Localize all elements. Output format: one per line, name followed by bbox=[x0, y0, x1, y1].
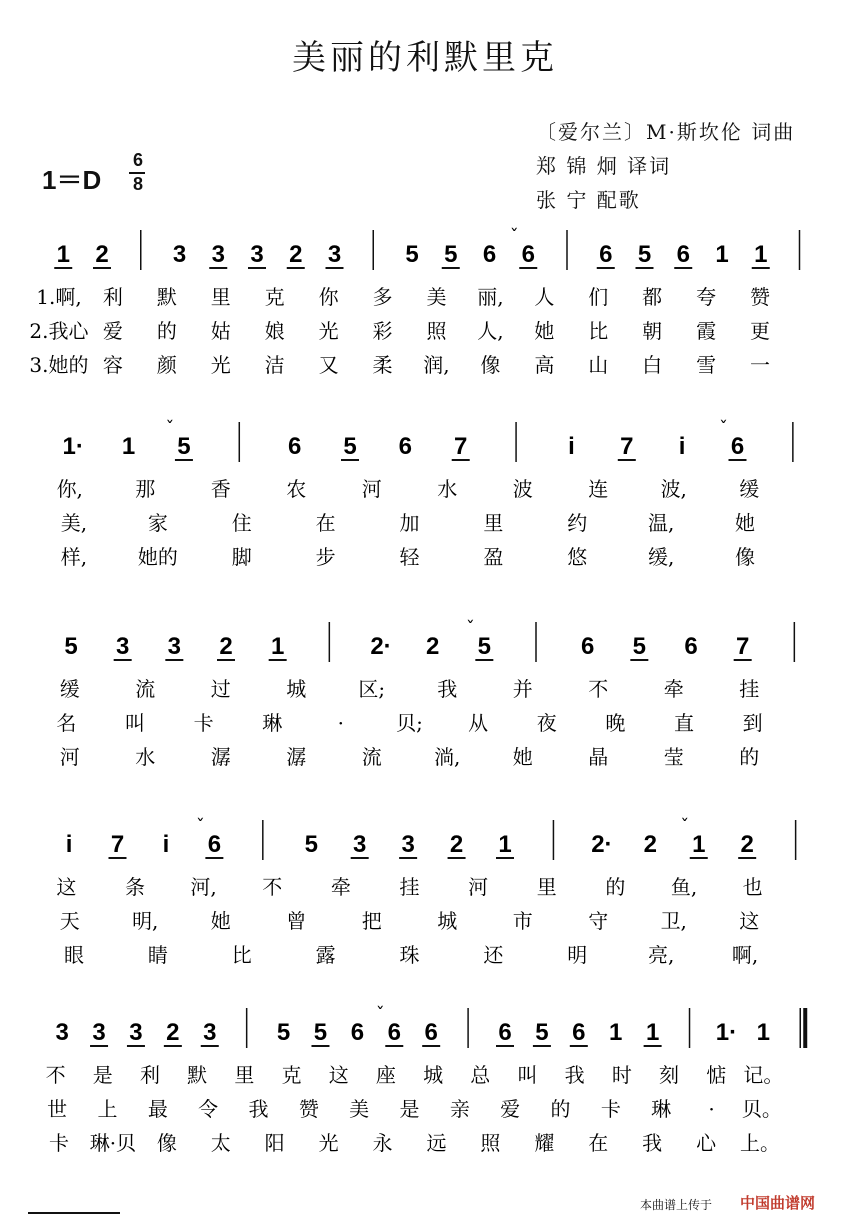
lyric-syllable: 令 bbox=[198, 1097, 219, 1121]
breath-mark: ˇ bbox=[375, 1004, 385, 1025]
note: 3 bbox=[211, 241, 225, 268]
lyric-syllable: 在 bbox=[315, 511, 336, 535]
credit-arranger: 张 宁 配歌 bbox=[536, 188, 641, 212]
note: 6 bbox=[207, 831, 222, 858]
lyric-syllable: 照 bbox=[426, 319, 447, 343]
lyric-syllable: 样, bbox=[60, 545, 88, 569]
lyric-syllable: 们 bbox=[588, 285, 609, 309]
note: 2 bbox=[449, 831, 464, 858]
note: 1 bbox=[692, 831, 706, 858]
lyric-syllable: 叫 bbox=[517, 1063, 538, 1087]
lyric-syllable: 明, bbox=[132, 909, 159, 933]
lyric-syllable: 座 bbox=[375, 1063, 396, 1087]
lyric-syllable: 我 bbox=[642, 1131, 663, 1155]
lyric-syllable: 晶 bbox=[588, 745, 609, 769]
note: 2 bbox=[166, 1019, 180, 1046]
note: 7 bbox=[620, 433, 634, 460]
lyric-syllable: 琳 bbox=[262, 711, 283, 735]
lyric-syllable: 潺 bbox=[210, 745, 231, 769]
lyric-syllable: 还 bbox=[483, 943, 504, 967]
note: 5 bbox=[343, 433, 357, 460]
lyric-syllable: 条 bbox=[124, 875, 145, 899]
lyric-syllable: 远 bbox=[426, 1131, 447, 1155]
lyric-syllable: 卡 bbox=[600, 1097, 621, 1121]
lyric-syllable: 琳 bbox=[651, 1097, 672, 1121]
lyric-syllable: 卡 bbox=[48, 1131, 69, 1155]
lyric-syllable: 阳 bbox=[264, 1131, 285, 1155]
note: 6 bbox=[398, 433, 413, 460]
note: 6 bbox=[676, 241, 690, 268]
lyric-syllable: 惦 bbox=[706, 1063, 727, 1087]
lyric-syllable: 城 bbox=[423, 1063, 444, 1087]
note: 5 bbox=[632, 633, 647, 660]
lyric-syllable: 世 bbox=[47, 1097, 68, 1121]
note: 1· bbox=[715, 1019, 738, 1046]
lyric-syllable: 卡 bbox=[193, 711, 214, 735]
lyric-syllable: 爱 bbox=[102, 319, 123, 343]
lyric-syllable: 城 bbox=[286, 677, 307, 701]
lyric-syllable: 温, bbox=[647, 511, 675, 535]
lyric-syllable: 河 bbox=[59, 745, 80, 769]
note: 2· bbox=[370, 633, 392, 660]
lyric-syllable: 是 bbox=[92, 1063, 113, 1087]
lyric-syllable: 里 bbox=[483, 511, 504, 535]
lyric-syllable: 3.她的 bbox=[29, 353, 89, 377]
note: 6 bbox=[498, 1019, 512, 1046]
note: 2 bbox=[289, 241, 303, 268]
lyric-syllable: 更 bbox=[750, 319, 771, 343]
lyric-syllable: 河 bbox=[361, 477, 382, 501]
lyric-syllable: 雪 bbox=[696, 353, 717, 377]
note: 1 bbox=[645, 1019, 660, 1046]
breath-mark: ˇ bbox=[465, 618, 475, 639]
note: 3 bbox=[250, 241, 264, 268]
lyric-syllable: 心 bbox=[696, 1131, 717, 1155]
lyric-syllable: 卫, bbox=[660, 909, 687, 933]
lyric-syllable: 那 bbox=[135, 477, 156, 501]
note: 2· bbox=[591, 831, 613, 858]
lyric-syllable: 颜 bbox=[156, 353, 177, 377]
note: 3 bbox=[353, 831, 367, 858]
note: 6 bbox=[730, 433, 745, 460]
lyric-syllable: 市 bbox=[512, 909, 533, 933]
lyric-syllable: 像 bbox=[735, 545, 756, 569]
lyric-syllable: 贝。 bbox=[741, 1097, 782, 1121]
lyric-syllable: 朝 bbox=[642, 319, 663, 343]
breath-mark: ˇ bbox=[719, 418, 728, 439]
lyric-syllable: 挂 bbox=[399, 875, 420, 899]
lyric-syllable: 亮, bbox=[647, 943, 675, 967]
note: 3 bbox=[327, 241, 342, 268]
lyric-syllable: 光 bbox=[318, 1131, 339, 1155]
lyric-syllable: 又 bbox=[318, 353, 339, 377]
note: 3 bbox=[172, 241, 187, 268]
lyric-syllable: 加 bbox=[399, 511, 420, 535]
lyric-syllable: 光 bbox=[318, 319, 339, 343]
lyric-syllable: 里 bbox=[210, 285, 231, 309]
lyric-syllable: 曾 bbox=[286, 909, 307, 933]
note: 6 bbox=[287, 433, 302, 460]
lyric-syllable: 比 bbox=[588, 319, 609, 343]
lyric-syllable: 轻 bbox=[399, 545, 420, 569]
lyric-syllable: 流 bbox=[135, 677, 156, 701]
lyric-syllable: 波, bbox=[660, 477, 687, 501]
lyric-syllable: 约 bbox=[567, 511, 588, 535]
lyric-syllable: 睛 bbox=[147, 943, 168, 967]
lyric-syllable: 眼 bbox=[63, 943, 84, 967]
lyric-syllable: 不 bbox=[588, 677, 609, 701]
note: 3 bbox=[55, 1019, 69, 1046]
note: 1 bbox=[498, 831, 512, 858]
lyric-syllable: 莹 bbox=[663, 745, 684, 769]
note: 3 bbox=[115, 633, 130, 660]
lyric-syllable: 的 bbox=[605, 875, 626, 899]
lyric-syllable: 她 bbox=[735, 511, 756, 535]
note: 6 bbox=[580, 633, 595, 660]
lyric-syllable: 她 bbox=[512, 745, 533, 769]
lyric-syllable: 农 bbox=[286, 477, 307, 501]
lyric-syllable: 照 bbox=[480, 1131, 501, 1155]
lyric-syllable: 比 bbox=[231, 943, 252, 967]
lyric-syllable: 名 bbox=[56, 711, 77, 735]
lyric-syllable: 的 bbox=[739, 745, 760, 769]
lyric-syllable: 到 bbox=[742, 711, 763, 735]
lyric-syllable: 永 bbox=[372, 1131, 393, 1155]
lyric-syllable: 牵 bbox=[330, 875, 351, 899]
lyric-syllable: 最 bbox=[147, 1097, 168, 1121]
lyric-syllable: 她 bbox=[534, 319, 555, 343]
lyric-syllable: 克 bbox=[264, 285, 285, 309]
lyric-syllable: 总 bbox=[470, 1063, 491, 1087]
breath-mark: ˇ bbox=[195, 816, 205, 837]
lyric-syllable: 山 bbox=[588, 353, 609, 377]
footer-upload-text: 本曲谱上传于 bbox=[640, 1198, 713, 1212]
note: 5 bbox=[304, 831, 318, 858]
note: 1· bbox=[62, 433, 84, 460]
lyric-syllable: 克 bbox=[281, 1063, 302, 1087]
lyric-syllable: 上 bbox=[97, 1097, 118, 1121]
lyric-syllable: 天 bbox=[59, 909, 80, 933]
lyric-syllable: 缓, bbox=[647, 545, 675, 569]
note: 6 bbox=[572, 1019, 586, 1046]
lyric-syllable: 娘 bbox=[264, 319, 285, 343]
note: 2 bbox=[740, 831, 754, 858]
lyric-syllable: 润, bbox=[423, 353, 450, 377]
lyric-syllable: 光 bbox=[210, 353, 231, 377]
note: 2 bbox=[95, 241, 109, 268]
lyric-syllable: 香 bbox=[210, 477, 231, 501]
lyric-syllable: 不 bbox=[45, 1063, 66, 1087]
lyric-syllable: 从 bbox=[468, 711, 489, 735]
lyric-syllable: 水 bbox=[135, 745, 156, 769]
note: 6 bbox=[521, 241, 535, 268]
note: 5 bbox=[276, 1019, 291, 1046]
footer-rule bbox=[28, 1212, 120, 1214]
note: 7 bbox=[735, 633, 750, 660]
lyric-syllable: 明 bbox=[567, 943, 588, 967]
lyric-syllable: 脚 bbox=[231, 545, 252, 569]
lyric-syllable: 彩 bbox=[372, 319, 393, 343]
lyric-syllable: 记。 bbox=[743, 1063, 784, 1087]
lyric-syllable: 2.我心 bbox=[29, 319, 89, 343]
lyric-syllable: 美 bbox=[426, 285, 447, 309]
lyric-syllable: 我 bbox=[564, 1063, 585, 1087]
credit-translator: 郑 锦 炯 译词 bbox=[536, 154, 672, 178]
lyric-syllable: 这 bbox=[56, 875, 77, 899]
lyric-syllable: 流 bbox=[361, 745, 382, 769]
lyric-syllable: 这 bbox=[739, 909, 760, 933]
lyric-syllable: 把 bbox=[361, 909, 382, 933]
note: 5 bbox=[444, 241, 458, 268]
lyric-syllable: 里 bbox=[536, 875, 557, 899]
lyric-syllable: 贝; bbox=[396, 711, 423, 735]
note: 5 bbox=[535, 1019, 549, 1046]
lyric-syllable: 并 bbox=[512, 677, 533, 701]
key-signature: 1＝D bbox=[42, 165, 102, 195]
lyric-syllable: 晚 bbox=[605, 711, 626, 735]
note: 2 bbox=[643, 831, 657, 858]
lyric-syllable: 水 bbox=[437, 477, 458, 501]
lyric-syllable: 家 bbox=[147, 511, 168, 535]
lyric-syllable: 人 bbox=[534, 285, 555, 309]
note: 6 bbox=[387, 1019, 401, 1046]
footer-brand: 中国曲谱网 bbox=[740, 1194, 816, 1212]
breath-mark: ˇ bbox=[165, 418, 175, 439]
note: 3 bbox=[129, 1019, 143, 1046]
note: 5 bbox=[177, 433, 191, 460]
lyric-syllable: 柔 bbox=[372, 353, 393, 377]
lyric-syllable: 波 bbox=[512, 477, 533, 501]
lyric-syllable: 是 bbox=[399, 1097, 420, 1121]
note: 1 bbox=[715, 241, 729, 268]
lyric-syllable: 上。 bbox=[740, 1131, 781, 1155]
lyric-syllable: 人, bbox=[477, 319, 504, 343]
note: 3 bbox=[401, 831, 415, 858]
lyric-syllable: 默 bbox=[187, 1063, 208, 1087]
note: 3 bbox=[203, 1019, 217, 1046]
lyric-syllable: 她的 bbox=[137, 545, 178, 569]
lyric-syllable: 潺 bbox=[286, 745, 307, 769]
lyric-syllable: 里 bbox=[234, 1063, 255, 1087]
lyric-syllable: 利 bbox=[102, 285, 123, 309]
lyric-syllable: 容 bbox=[102, 353, 123, 377]
lyric-syllable: 珠 bbox=[399, 943, 420, 967]
note: 6 bbox=[684, 633, 698, 660]
breath-mark: ˇ bbox=[680, 816, 690, 837]
lyric-syllable: 也 bbox=[742, 875, 763, 899]
note: 1 bbox=[754, 241, 768, 268]
lyric-syllable: 像 bbox=[480, 353, 501, 377]
lyric-syllable: 赞 bbox=[298, 1097, 319, 1121]
note: 1 bbox=[756, 1019, 771, 1046]
lyric-syllable: 这 bbox=[328, 1063, 349, 1087]
lyric-syllable: 我 bbox=[248, 1097, 269, 1121]
note: 2 bbox=[425, 633, 440, 660]
lyric-syllable: 河, bbox=[190, 875, 217, 899]
lyric-syllable: · bbox=[337, 711, 345, 735]
lyric-syllable: 时 bbox=[611, 1063, 632, 1087]
lyric-syllable: 一 bbox=[750, 353, 771, 377]
note: 3 bbox=[92, 1019, 106, 1046]
note: 1 bbox=[609, 1019, 623, 1046]
note: 7 bbox=[110, 831, 125, 858]
lyric-syllable: 我 bbox=[437, 677, 458, 701]
lyric-syllable: 刻 bbox=[659, 1063, 680, 1087]
lyric-syllable: 在 bbox=[588, 1131, 609, 1155]
note: 6 bbox=[482, 241, 497, 268]
note: 5 bbox=[477, 633, 492, 660]
note: 5 bbox=[313, 1019, 328, 1046]
lyric-syllable: 白 bbox=[642, 353, 663, 377]
lyric-syllable: 都 bbox=[642, 285, 663, 309]
note: 5 bbox=[64, 633, 78, 660]
note: 1 bbox=[270, 633, 285, 660]
lyric-syllable: 缓 bbox=[59, 677, 80, 701]
lyric-syllable: 盈 bbox=[483, 545, 504, 569]
lyric-syllable: 爱 bbox=[500, 1097, 521, 1121]
lyric-syllable: 姑 bbox=[210, 319, 231, 343]
lyric-syllable: 像 bbox=[156, 1131, 177, 1155]
lyric-syllable: 亲 bbox=[449, 1097, 470, 1121]
lyric-syllable: 牵 bbox=[663, 677, 684, 701]
lyric-syllable: 鱼, bbox=[670, 875, 698, 899]
lyric-syllable: 悠 bbox=[567, 545, 588, 569]
lyric-syllable: 夸 bbox=[696, 285, 717, 309]
time-signature-bottom: 8 bbox=[133, 174, 144, 194]
lyric-syllable: 洁 bbox=[264, 353, 285, 377]
lyric-syllable: 挂 bbox=[739, 677, 760, 701]
note: 1 bbox=[56, 241, 70, 268]
lyric-syllable: 赞 bbox=[750, 285, 771, 309]
note: 5 bbox=[405, 241, 419, 268]
lyric-syllable: 的 bbox=[156, 319, 177, 343]
lyric-syllable: 高 bbox=[534, 353, 555, 377]
lyric-syllable: · bbox=[708, 1097, 715, 1121]
note: 6 bbox=[424, 1019, 438, 1046]
lyric-syllable: 过 bbox=[210, 677, 231, 701]
note: 5 bbox=[637, 241, 652, 268]
lyric-syllable: 她 bbox=[210, 909, 231, 933]
lyric-syllable: 丽, bbox=[477, 285, 504, 309]
lyric-syllable: 耀 bbox=[534, 1131, 555, 1155]
note: 2 bbox=[219, 633, 233, 660]
lyric-syllable: 的 bbox=[550, 1097, 571, 1121]
lyric-syllable: 美, bbox=[60, 511, 88, 535]
lyric-syllable: 区; bbox=[358, 677, 386, 701]
breath-mark: ˇ bbox=[509, 226, 519, 247]
lyric-syllable: 河 bbox=[468, 875, 489, 899]
lyric-syllable: 守 bbox=[588, 909, 609, 933]
note: i bbox=[678, 433, 686, 460]
lyric-syllable: 1.啊, bbox=[36, 285, 82, 309]
credit-composer: 〔爱尔兰〕M·斯坎伦 词曲 bbox=[536, 120, 796, 144]
lyric-syllable: 直 bbox=[674, 711, 695, 735]
lyric-syllable: 露 bbox=[315, 943, 336, 967]
note: 1 bbox=[121, 433, 136, 460]
lyric-syllable: 霞 bbox=[696, 319, 717, 343]
lyric-syllable: 琳·贝 bbox=[89, 1131, 137, 1155]
note: i bbox=[568, 433, 575, 460]
note: 6 bbox=[350, 1019, 365, 1046]
lyric-syllable: 淌, bbox=[434, 745, 461, 769]
note: 6 bbox=[599, 241, 613, 268]
lyric-syllable: 你 bbox=[318, 285, 339, 309]
lyric-syllable: 缓 bbox=[739, 477, 760, 501]
note: 3 bbox=[167, 633, 182, 660]
lyric-syllable: 连 bbox=[588, 477, 609, 501]
lyric-syllable: 啊, bbox=[731, 943, 759, 967]
lyric-syllable: 夜 bbox=[536, 711, 557, 735]
lyric-syllable: 你, bbox=[56, 477, 83, 501]
lyric-syllable: 默 bbox=[156, 285, 177, 309]
note: i bbox=[65, 831, 73, 858]
lyric-syllable: 利 bbox=[139, 1063, 160, 1087]
note: 7 bbox=[454, 433, 468, 460]
lyric-syllable: 多 bbox=[372, 285, 393, 309]
lyric-syllable: 太 bbox=[210, 1131, 231, 1155]
note: i bbox=[162, 831, 170, 858]
lyric-syllable: 步 bbox=[315, 545, 336, 569]
lyric-syllable: 美 bbox=[349, 1097, 370, 1121]
lyric-syllable: 叫 bbox=[124, 711, 145, 735]
time-signature-top: 6 bbox=[133, 150, 144, 170]
lyric-syllable: 城 bbox=[437, 909, 458, 933]
lyric-syllable: 住 bbox=[231, 511, 252, 535]
page-title: 美丽的利默里克 bbox=[292, 38, 558, 78]
lyric-syllable: 不 bbox=[262, 875, 283, 899]
